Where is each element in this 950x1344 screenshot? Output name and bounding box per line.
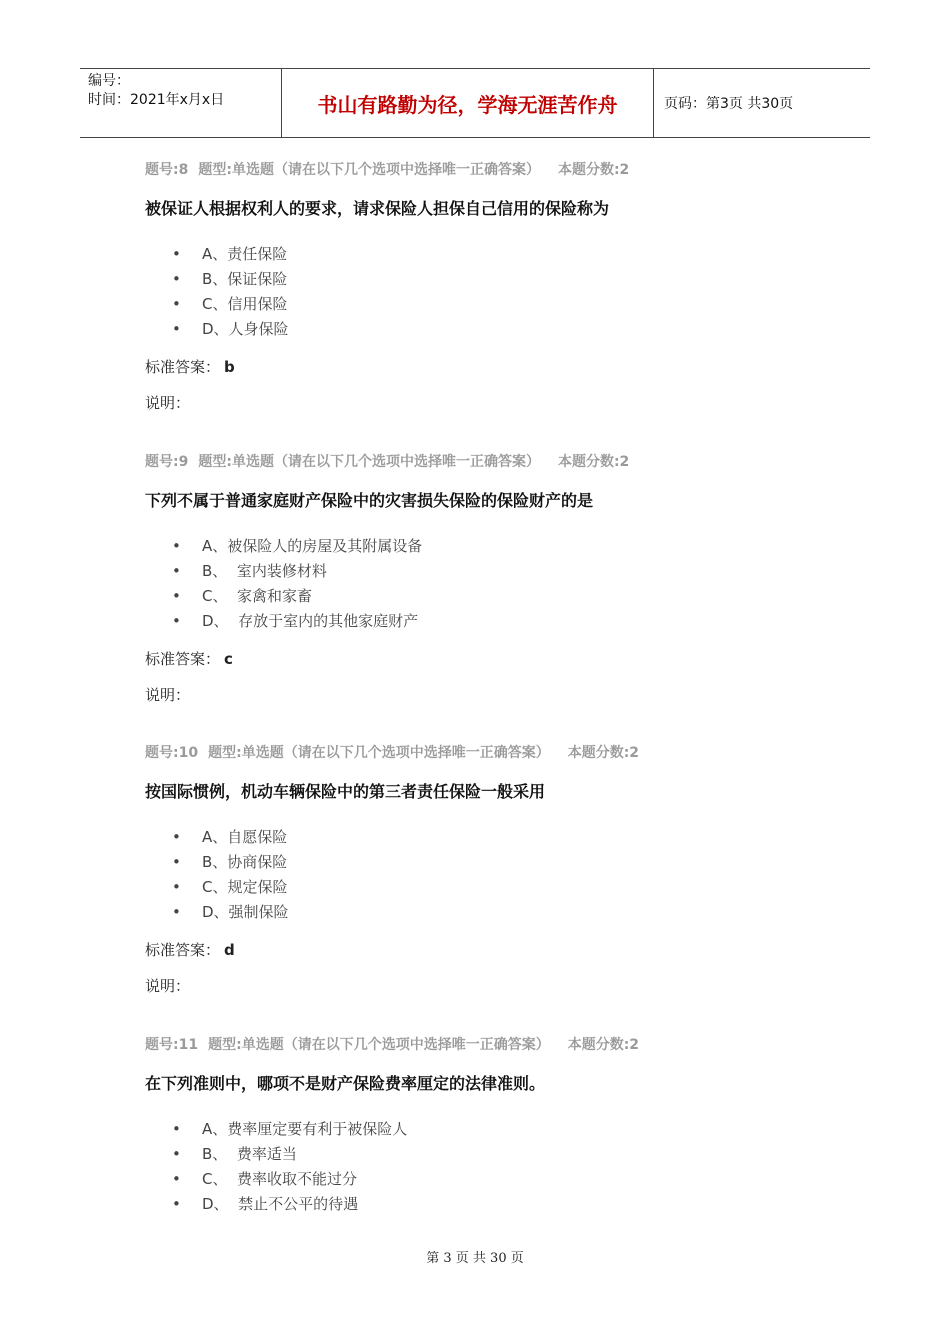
standard-answer bbox=[145, 356, 235, 377]
option-b[interactable] bbox=[145, 1142, 407, 1167]
standard-answer bbox=[145, 648, 233, 669]
question-score: 本题分数:2 bbox=[557, 162, 630, 178]
option-b[interactable] bbox=[145, 559, 422, 584]
bullet-icon: • bbox=[172, 295, 181, 313]
bullet-icon: • bbox=[172, 537, 181, 555]
question-title: 下列不属于普通家庭财产保险中的灾害损失保险的保险财产的是 bbox=[145, 491, 594, 510]
option-c[interactable] bbox=[145, 292, 289, 317]
question-number: 题号:11 bbox=[145, 1037, 199, 1053]
option-label: C、 家禽和家畜 bbox=[202, 587, 313, 605]
option-a[interactable] bbox=[145, 1117, 407, 1142]
question-number: 题号:9 bbox=[145, 454, 189, 470]
option-a[interactable] bbox=[145, 825, 289, 850]
option-list bbox=[145, 1117, 407, 1217]
bullet-icon: • bbox=[172, 587, 181, 605]
option-c[interactable] bbox=[145, 875, 289, 900]
document-time-label: 时间：2021年x月x日 bbox=[88, 92, 225, 108]
option-label: C、信用保险 bbox=[202, 295, 288, 313]
question-number: 题号:10 bbox=[145, 745, 199, 761]
option-label: D、 禁止不公平的待遇 bbox=[202, 1195, 359, 1213]
question-score: 本题分数:2 bbox=[567, 1037, 640, 1053]
bullet-icon: • bbox=[172, 1195, 181, 1213]
question-block-10 bbox=[145, 743, 845, 995]
header-page-label: 页码：第3页 共30页 bbox=[664, 96, 794, 112]
option-d[interactable] bbox=[145, 317, 289, 342]
explanation-label: 说明： bbox=[145, 686, 191, 704]
answer-label: 标准答案： bbox=[145, 650, 221, 668]
bullet-icon: • bbox=[172, 612, 181, 630]
question-type: 题型:单选题（请在以下几个选项中选择唯一正确答案） bbox=[198, 162, 540, 178]
option-a[interactable] bbox=[145, 534, 422, 559]
question-score: 本题分数:2 bbox=[567, 745, 640, 761]
bullet-icon: • bbox=[172, 903, 181, 921]
option-label: B、保证保险 bbox=[202, 270, 288, 288]
question-block-8 bbox=[145, 160, 845, 412]
bullet-icon: • bbox=[172, 1120, 181, 1138]
standard-answer bbox=[145, 939, 235, 960]
option-label: D、强制保险 bbox=[202, 903, 289, 921]
question-block-11 bbox=[145, 1035, 845, 1213]
question-meta bbox=[145, 743, 845, 763]
explanation-label: 说明： bbox=[145, 977, 191, 995]
question-meta bbox=[145, 452, 845, 472]
bullet-icon: • bbox=[172, 562, 181, 580]
bullet-icon: • bbox=[172, 878, 181, 896]
question-score: 本题分数:2 bbox=[557, 454, 630, 470]
option-c[interactable] bbox=[145, 1167, 407, 1192]
page-footer: 第 3 页 共 30 页 bbox=[426, 1251, 524, 1266]
bullet-icon: • bbox=[172, 853, 181, 871]
answer-label: 标准答案： bbox=[145, 358, 221, 376]
option-label: C、 费率收取不能过分 bbox=[202, 1170, 358, 1188]
option-b[interactable] bbox=[145, 267, 289, 292]
option-label: D、 存放于室内的其他家庭财产 bbox=[202, 612, 419, 630]
option-label: C、规定保险 bbox=[202, 878, 288, 896]
option-a[interactable] bbox=[145, 242, 289, 267]
bullet-icon: • bbox=[172, 1170, 181, 1188]
option-label: B、 室内装修材料 bbox=[202, 562, 327, 580]
question-title: 在下列准则中，哪项不是财产保险费率厘定的法律准则。 bbox=[145, 1074, 546, 1093]
option-d[interactable] bbox=[145, 900, 289, 925]
bullet-icon: • bbox=[172, 245, 181, 263]
option-label: B、 费率适当 bbox=[202, 1145, 297, 1163]
option-list bbox=[145, 242, 289, 342]
answer-value: b bbox=[224, 358, 235, 376]
question-meta bbox=[145, 1035, 845, 1055]
bullet-icon: • bbox=[172, 828, 181, 846]
option-label: D、人身保险 bbox=[202, 320, 289, 338]
question-number: 题号:8 bbox=[145, 162, 189, 178]
option-label: A、被保险人的房屋及其附属设备 bbox=[202, 537, 423, 555]
option-label: A、责任保险 bbox=[202, 245, 288, 263]
header-motto: 书山有路勤为径，学海无涯苦作舟 bbox=[281, 69, 654, 137]
option-d[interactable] bbox=[145, 609, 422, 634]
explanation-label: 说明： bbox=[145, 394, 191, 412]
question-block-9 bbox=[145, 452, 845, 704]
bullet-icon: • bbox=[172, 1145, 181, 1163]
answer-value: d bbox=[224, 941, 235, 959]
bullet-icon: • bbox=[172, 270, 181, 288]
option-label: B、协商保险 bbox=[202, 853, 288, 871]
question-title: 按国际惯例，机动车辆保险中的第三者责任保险一般采用 bbox=[145, 782, 546, 801]
question-meta bbox=[145, 160, 845, 180]
header-left-cell bbox=[80, 69, 281, 137]
option-list bbox=[145, 825, 289, 925]
question-type: 题型:单选题（请在以下几个选项中选择唯一正确答案） bbox=[208, 1037, 550, 1053]
option-b[interactable] bbox=[145, 850, 289, 875]
answer-label: 标准答案： bbox=[145, 941, 221, 959]
bullet-icon: • bbox=[172, 320, 181, 338]
option-label: A、费率厘定要有利于被保险人 bbox=[202, 1120, 408, 1138]
question-title: 被保证人根据权利人的要求，请求保险人担保自己信用的保险称为 bbox=[145, 199, 610, 218]
answer-value: c bbox=[224, 650, 233, 668]
page-header bbox=[80, 68, 870, 138]
option-list bbox=[145, 534, 422, 634]
option-d[interactable] bbox=[145, 1192, 407, 1217]
question-type: 题型:单选题（请在以下几个选项中选择唯一正确答案） bbox=[198, 454, 540, 470]
option-c[interactable] bbox=[145, 584, 422, 609]
question-type: 题型:单选题（请在以下几个选项中选择唯一正确答案） bbox=[208, 745, 550, 761]
document-number-label: 编号： bbox=[88, 73, 130, 89]
option-label: A、自愿保险 bbox=[202, 828, 288, 846]
